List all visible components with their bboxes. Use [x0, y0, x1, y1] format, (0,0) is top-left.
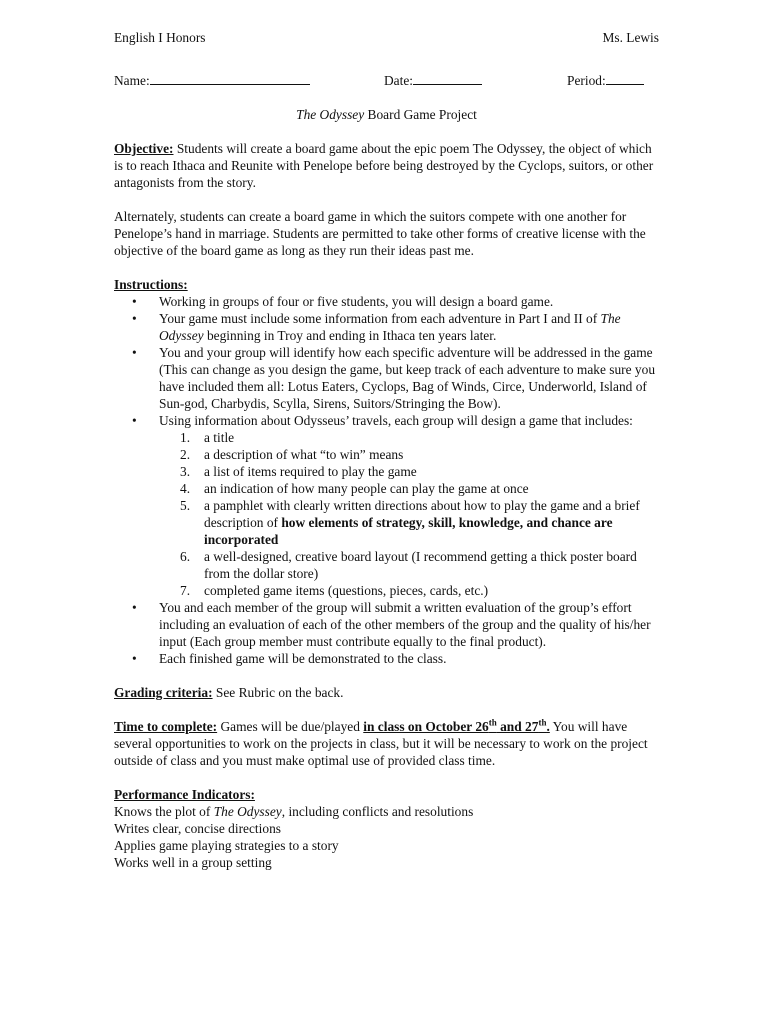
time-text: You will have several opportunities to work on the projects in class, but it will be necessary to work on the project outside of class and you must make optimal use of provided class time. — [114, 719, 648, 768]
period-label: Period: — [567, 73, 606, 88]
requirement-item — [159, 497, 659, 548]
title-italic: The Odyssey — [296, 107, 365, 122]
objective-text: Students will create a board game about the epic poem The Odyssey, the object of which is to reach Ithaca and Reunite with Penelope before being destroyed by the Cyclops, suitors, or other antagonists from the story. — [114, 141, 654, 190]
page-title — [114, 106, 659, 123]
instruction-text: beginning in Troy and ending in Ithaca ten years later. — [203, 328, 497, 343]
instructions-section — [114, 276, 659, 667]
teacher-name: Ms. Lewis — [602, 30, 659, 45]
requirement-text: a description of what “to win” means — [204, 447, 404, 462]
requirement-text: a well-designed, creative board layout (I recommend getting a thick poster board from the dollar store) — [204, 549, 637, 581]
requirement-item — [159, 446, 659, 463]
performance-item: Works well in a group setting — [114, 855, 272, 870]
requirement-number: 6. — [180, 549, 191, 564]
requirement-number: 5. — [180, 498, 191, 513]
grading-text: See Rubric on the back. — [212, 685, 344, 700]
period-field[interactable] — [567, 71, 644, 89]
objective-heading: Objective: — [114, 141, 174, 156]
performance-item: Writes clear, concise directions — [114, 821, 281, 836]
period-blank[interactable] — [606, 71, 644, 85]
requirement-item — [159, 463, 659, 480]
alternate-paragraph: Alternately, students can create a board game in which the suitors compete with one another for Penelope’s hand in marriage. Students are permitted to take other forms of creative license with the objective of the board game as long as they run their ideas past me. — [114, 209, 646, 258]
requirement-item — [159, 548, 659, 582]
instructions-heading: Instructions: — [114, 277, 188, 292]
requirement-text: completed game items (questions, pieces, cards, etc.) — [204, 583, 489, 598]
performance-text: , including conflicts and resolutions — [281, 804, 474, 819]
instruction-text: Using information about Odysseus’ travels, each group will design a game that includes: — [159, 413, 633, 428]
due-date-part: and 27 — [496, 719, 539, 734]
instruction-item: • Working in groups of four or five students, you will design a board game. — [114, 293, 659, 310]
student-info-row — [114, 71, 659, 88]
course-name: English I Honors — [114, 30, 206, 45]
instruction-item — [114, 310, 659, 344]
performance-text: Knows the plot of — [114, 804, 214, 819]
date-label: Date: — [384, 73, 413, 88]
title-rest: Board Game Project — [364, 107, 477, 122]
requirement-number: 2. — [180, 447, 191, 462]
instruction-item — [114, 412, 659, 599]
name-blank[interactable] — [150, 71, 310, 85]
performance-heading: Performance Indicators: — [114, 787, 255, 802]
performance-item: Applies game playing strategies to a story — [114, 838, 339, 853]
objective-paragraph — [114, 140, 659, 191]
requirement-text: a list of items required to play the game — [204, 464, 417, 479]
name-field[interactable] — [114, 71, 310, 89]
requirement-text: a title — [204, 430, 235, 445]
requirement-number: 4. — [180, 481, 191, 496]
instruction-text: Your game must include some information from each adventure in Part I and II of — [159, 311, 601, 326]
ordinal-suffix: th — [488, 717, 497, 728]
requirement-bold-text: how elements of strategy, skill, knowledge, and chance are incorporated — [204, 515, 613, 547]
performance-section — [114, 786, 659, 871]
due-date-part: . — [546, 719, 550, 734]
game-requirements-list — [159, 429, 659, 599]
due-date-part: in class on October 26 — [363, 719, 489, 734]
name-label: Name: — [114, 73, 150, 88]
due-date-text — [363, 719, 550, 734]
date-field[interactable] — [384, 71, 482, 89]
performance-item — [114, 803, 659, 820]
time-paragraph — [114, 718, 659, 769]
requirement-text: an indication of how many people can play the game at once — [204, 481, 529, 496]
requirement-item — [159, 429, 659, 446]
worksheet-page — [114, 29, 659, 871]
requirement-number: 1. — [180, 430, 191, 445]
ordinal-suffix: th — [538, 717, 547, 728]
instruction-item: • Each finished game will be demonstrated to the class. — [114, 650, 659, 667]
instruction-item: • You and each member of the group will submit a written evaluation of the group’s effort including an evaluation of each of the other members of the group and the quality of his/her input (Each group member must contribute equally to the final product). — [114, 599, 659, 650]
time-text: Games will be due/played — [217, 719, 364, 734]
performance-italic: The Odyssey — [213, 804, 282, 819]
page-header — [114, 29, 659, 46]
requirement-item — [159, 480, 659, 497]
instruction-item: • You and your group will identify how each specific adventure will be addressed in the game (This can change as you design the game, but keep track of each adventure to make sure you have included them all: Lotus Eaters, Cyclops, Bag of Winds, Circe, Underworld, Island of Sun-god, Charbydis, Scylla, Sirens, Suitors/Stringing the Bow). — [114, 344, 659, 412]
requirement-number: 3. — [180, 464, 191, 479]
instruction-italic: The Odyssey — [159, 311, 621, 343]
requirement-number: 7. — [180, 583, 191, 598]
time-heading: Time to complete: — [114, 719, 218, 734]
requirement-text: a pamphlet with clearly written directions about how to play the game and a brief description of — [204, 498, 640, 530]
instructions-list — [114, 293, 659, 667]
grading-heading: Grading criteria: — [114, 685, 213, 700]
requirement-item — [159, 582, 659, 599]
date-blank[interactable] — [413, 71, 482, 85]
grading-paragraph — [114, 684, 659, 701]
